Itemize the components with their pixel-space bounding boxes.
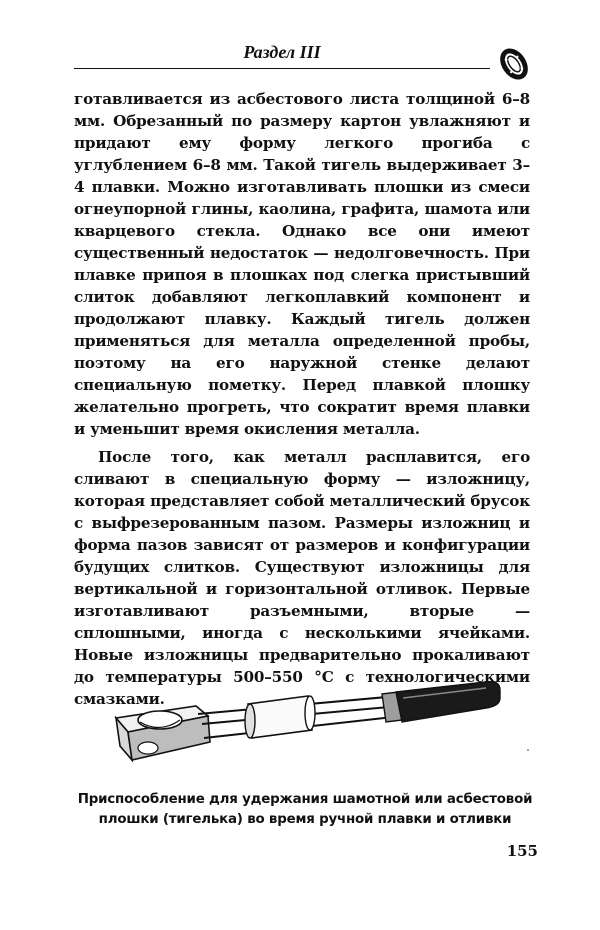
paragraph-1: готавливается из асбестового листа толщиной 6–8 мм. Обрезанный по размеру картон увлажняют и придают ему форму легкого прогиба с углублением 6–8 мм. Такой тигель выдерживает 3–4 плавки. Можно изготавливать плошки из смеси огнеупорной глины, каолина, графита, шамота или кварцевого стекла. Однако все они имеют существенный недостаток — недолговечность. При плавке припоя в плошках под слегка пристывший слиток добавляют легкоплавкий компонент и продолжают плавку. Каждый тигель должен применяться для металла определенной пробы, поэтому на его наружной стенке делают специальную пометку. Перед плавкой плошку желательно прогреть, что сократит время плавки и уменьшит время окисления металла. bbox=[74, 90, 530, 438]
page-number: 155 bbox=[506, 842, 538, 860]
crucible-block bbox=[116, 706, 210, 760]
wooden-handle bbox=[396, 682, 500, 722]
figure-caption: Приспособление для удержания шамотной или асбестовой плошки (тигелька) во время ручной плавки и отливки bbox=[77, 792, 533, 827]
body-text bbox=[74, 88, 530, 710]
section-title: Раздел III bbox=[243, 42, 321, 62]
paragraph-2: После того, как металл расплавится, его сливают в специальную форму — изложницу, которая представляет собой металлический брусок с выфрезерованным пазом. Размеры изложниц и форма пазов зависят от размеров и конфигурации будущих слитков. Существуют изложницы для вертикальной и горизонтальной отливок. Первые изготавливают разъемными, вторые — сплошными, иногда с несколькими ячейками. Новые изложницы предварительно прокаливают до температуры 500–550 °С с технологическими смазками. bbox=[74, 448, 530, 708]
header-rule bbox=[74, 68, 490, 69]
running-header bbox=[74, 42, 490, 72]
crucible-holder-illustration bbox=[98, 676, 538, 786]
clamp-sleeve bbox=[245, 696, 315, 738]
ring-icon bbox=[494, 44, 534, 84]
